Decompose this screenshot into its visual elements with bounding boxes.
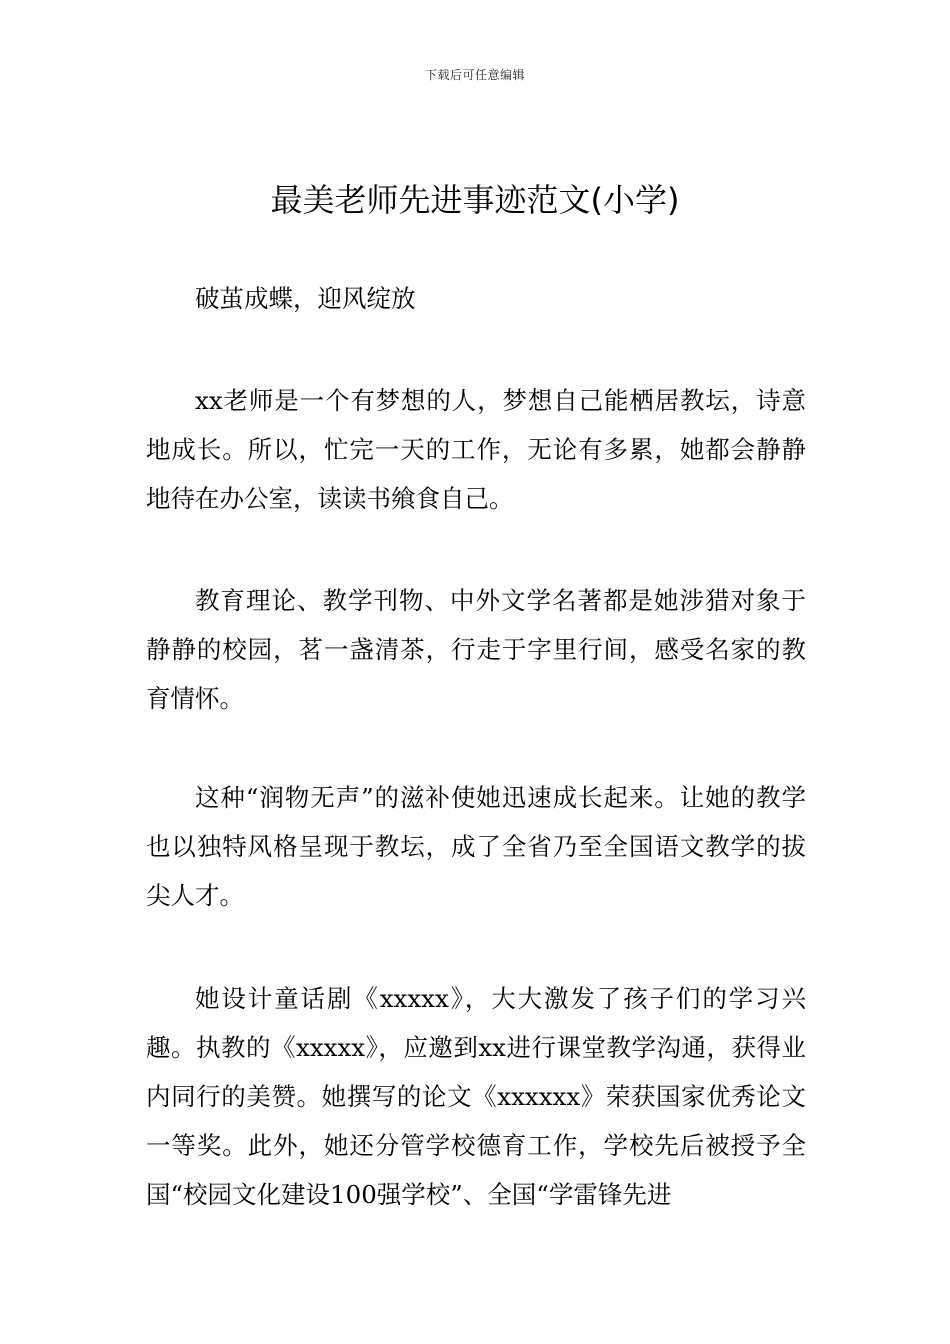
document-title: 最美老师先进事迹范文(小学) (270, 181, 680, 219)
subtitle-paragraph: 破茧成蝶，迎风绽放 (195, 284, 416, 313)
body-paragraph: 这种“润物无声”的滋补使她迅速成长起来。让她的教学也以独特风格呈现于教坛，成了全省乃至全国语文教学的拔尖人才。 (146, 783, 806, 910)
header-note: 下载后可任意编辑 (424, 68, 525, 82)
body-paragraph: 教育理论、教学刊物、中外文学名著都是她涉猎对象于静静的校园，茗一盏清茶，行走于字里行间，感受名家的教育情怀。 (146, 586, 806, 713)
body-paragraph: xx老师是一个有梦想的人，梦想自己能栖居教坛，诗意地成长。所以，忙完一天的工作，无论有多累，她都会静静地待在办公室，读读书飨食自己。 (146, 386, 806, 513)
body-paragraph: 她设计童话剧《xxxxx》，大大激发了孩子们的学习兴趣。执教的《xxxxx》，应邀到xx进行课堂教学沟通，获得业内同行的美赞。她撰写的论文《xxxxxx》荣获国家优秀论文一等奖。此外，她还分管学校德育工作，学校先后被授予全国“校园文化建设100强学校”、全国“学雷锋先进 (146, 984, 806, 1209)
